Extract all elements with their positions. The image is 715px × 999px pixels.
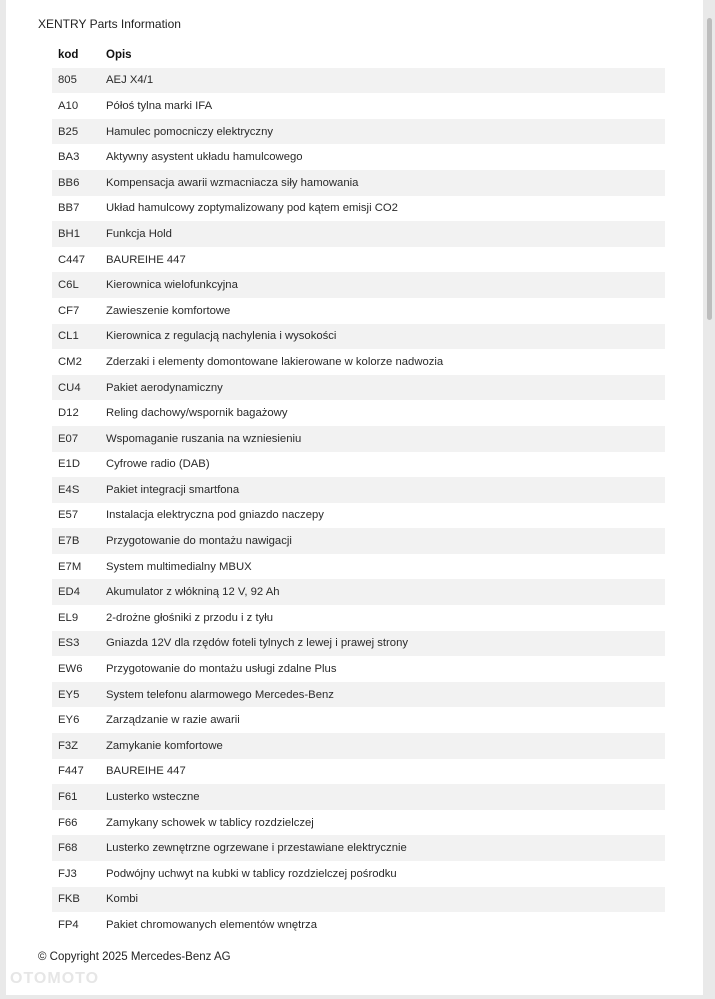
- table-row: [52, 579, 665, 605]
- table-row: [52, 68, 665, 94]
- cell-opis: BAUREIHE 447: [106, 765, 186, 778]
- watermark-logo: OTOMOTO: [10, 970, 100, 987]
- cell-kod: F68: [58, 842, 78, 855]
- table-row: [52, 656, 665, 682]
- cell-opis: Instalacja elektryczna pod gniazdo naczepy: [106, 509, 324, 522]
- table-row: [52, 810, 665, 836]
- table-row: [52, 247, 665, 273]
- cell-opis: Hamulec pomocniczy elektryczny: [106, 125, 273, 138]
- table-row: [52, 324, 665, 350]
- cell-opis: Kierownica z regulacją nachylenia i wysokości: [106, 330, 337, 343]
- document-title: XENTRY Parts Information: [38, 17, 181, 31]
- cell-opis: Półoś tylna marki IFA: [106, 99, 213, 112]
- cell-opis: Przygotowanie do montażu usługi zdalne Plus: [106, 663, 337, 676]
- cell-kod: B25: [58, 125, 79, 138]
- table-row: [52, 119, 665, 145]
- cell-opis: Zarządzanie w razie awarii: [106, 714, 240, 727]
- cell-opis: Pakiet chromowanych elementów wnętrza: [106, 918, 317, 931]
- cell-kod: FP4: [58, 918, 79, 931]
- cell-kod: EY6: [58, 714, 80, 727]
- cell-kod: F61: [58, 791, 78, 804]
- cell-opis: Gniazda 12V dla rzędów foteli tylnych z lewej i prawej strony: [106, 637, 409, 650]
- cell-opis: Lusterko wsteczne: [106, 791, 200, 804]
- table-row: [52, 784, 665, 810]
- table-row: [52, 707, 665, 733]
- cell-kod: A10: [58, 99, 79, 112]
- cell-opis: Funkcja Hold: [106, 227, 172, 240]
- cell-kod: E4S: [58, 483, 80, 496]
- cell-kod: D12: [58, 407, 79, 420]
- table-row: [52, 375, 665, 401]
- table-row: [52, 477, 665, 503]
- table-row: [52, 349, 665, 375]
- vertical-scrollbar[interactable]: [707, 18, 712, 320]
- table-row: [52, 221, 665, 247]
- column-header-opis: Opis: [106, 48, 132, 61]
- cell-kod: ES3: [58, 637, 80, 650]
- table-row: [52, 733, 665, 759]
- table-row: [52, 426, 665, 452]
- cell-opis: System telefonu alarmowego Mercedes-Benz: [106, 688, 334, 701]
- table-row: [52, 682, 665, 708]
- table-row: [52, 554, 665, 580]
- cell-opis: Pakiet aerodynamiczny: [106, 381, 223, 394]
- cell-kod: EY5: [58, 688, 80, 701]
- table-row: [52, 272, 665, 298]
- cell-kod: BB7: [58, 202, 80, 215]
- cell-kod: CM2: [58, 355, 82, 368]
- cell-opis: Układ hamulcowy zoptymalizowany pod kątem emisji CO2: [106, 202, 398, 215]
- cell-opis: Wspomaganie ruszania na wzniesieniu: [106, 432, 302, 445]
- cell-opis: AEJ X4/1: [106, 74, 154, 87]
- cell-opis: Zawieszenie komfortowe: [106, 304, 231, 317]
- column-header-kod: kod: [58, 48, 79, 61]
- cell-kod: E7B: [58, 535, 80, 548]
- cell-kod: CU4: [58, 381, 81, 394]
- cell-kod: BH1: [58, 227, 80, 240]
- cell-kod: F3Z: [58, 739, 79, 752]
- cell-kod: BB6: [58, 176, 80, 189]
- cell-kod: 805: [58, 74, 77, 87]
- table-row: [52, 170, 665, 196]
- cell-kod: F447: [58, 765, 84, 778]
- cell-opis: Cyfrowe radio (DAB): [106, 458, 210, 471]
- cell-kod: CF7: [58, 304, 80, 317]
- table-row: [52, 887, 665, 913]
- table-row: [52, 759, 665, 785]
- table-row: [52, 631, 665, 657]
- table-row: [52, 400, 665, 426]
- table-row: [52, 93, 665, 119]
- cell-opis: Kompensacja awarii wzmacniacza siły hamowania: [106, 176, 359, 189]
- cell-kod: C6L: [58, 279, 79, 292]
- cell-kod: EL9: [58, 611, 79, 624]
- table-body: [52, 68, 665, 938]
- table-header-row: [52, 42, 665, 68]
- cell-kod: E57: [58, 509, 79, 522]
- parts-table: [52, 42, 665, 938]
- cell-kod: ED4: [58, 586, 80, 599]
- cell-opis: BAUREIHE 447: [106, 253, 186, 266]
- cell-kod: CL1: [58, 330, 79, 343]
- table-row: [52, 912, 665, 938]
- table-row: [52, 503, 665, 529]
- cell-kod: E07: [58, 432, 79, 445]
- cell-opis: Lusterko zewnętrzne ogrzewane i przestawiane elektrycznie: [106, 842, 407, 855]
- cell-opis: Aktywny asystent układu hamulcowego: [106, 151, 303, 164]
- cell-kod: E7M: [58, 560, 82, 573]
- cell-kod: F66: [58, 816, 78, 829]
- cell-opis: Reling dachowy/wspornik bagażowy: [106, 407, 288, 420]
- cell-kod: FJ3: [58, 867, 77, 880]
- cell-kod: BA3: [58, 151, 80, 164]
- table-row: [52, 528, 665, 554]
- table-row: [52, 196, 665, 222]
- cell-opis: Zamykany schowek w tablicy rozdzielczej: [106, 816, 314, 829]
- table-row: [52, 861, 665, 887]
- cell-kod: EW6: [58, 663, 83, 676]
- table-row: [52, 144, 665, 170]
- table-row: [52, 605, 665, 631]
- cell-opis: Pakiet integracji smartfona: [106, 483, 240, 496]
- cell-opis: Podwójny uchwyt na kubki w tablicy rozdzielczej pośrodku: [106, 867, 397, 880]
- cell-kod: E1D: [58, 458, 80, 471]
- cell-opis: Kombi: [106, 893, 139, 906]
- document-page: [6, 0, 703, 995]
- cell-opis: 2-drożne głośniki z przodu i z tyłu: [106, 611, 274, 624]
- cell-opis: Akumulator z włókniną 12 V, 92 Ah: [106, 586, 280, 599]
- cell-opis: Zderzaki i elementy domontowane lakierowane w kolorze nadwozia: [106, 355, 444, 368]
- table-row: [52, 452, 665, 478]
- copyright-footer: © Copyright 2025 Mercedes-Benz AG: [38, 951, 231, 963]
- table-row: [52, 835, 665, 861]
- cell-opis: Przygotowanie do montażu nawigacji: [106, 535, 292, 548]
- cell-opis: System multimedialny MBUX: [106, 560, 252, 573]
- cell-kod: C447: [58, 253, 86, 266]
- cell-opis: Zamykanie komfortowe: [106, 739, 223, 752]
- cell-opis: Kierownica wielofunkcyjna: [106, 279, 238, 292]
- table-row: [52, 298, 665, 324]
- cell-kod: FKB: [58, 893, 80, 906]
